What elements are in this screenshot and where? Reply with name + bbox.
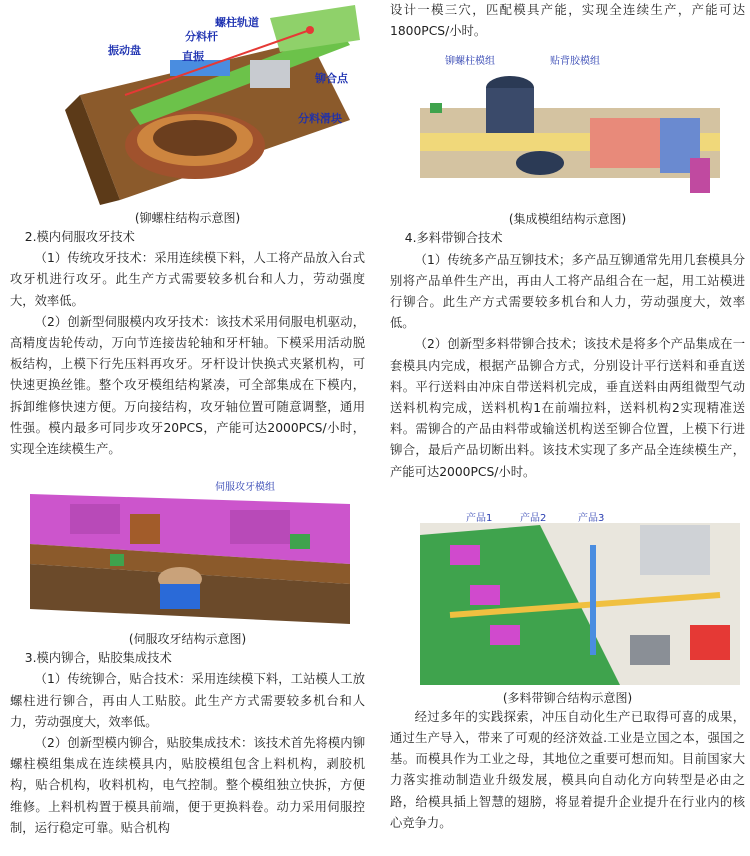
label-distribution-rod: 分料杆 xyxy=(185,30,218,43)
integrated-module-figure xyxy=(390,48,745,208)
label-product-1: 产品1 xyxy=(466,512,493,524)
section-heading: 2.模内伺服攻牙技术 xyxy=(24,230,135,244)
paragraph: 经过多年的实践探索，冲压自动化生产已取得可喜的成果，通过生产导入，带来了可观的经济效益.工业是立国之本，强国之基。而模具作为工业之母，其地位之重要可想而知。目前国家大力落实推动制造业升级发展，模具向自动化方向转型是必由之路，给模具插上智慧的翅膀，将显着提升企业提升在行业内的核心竞争力。 xyxy=(390,709,745,830)
figure-caption: (集成模组结构示意图) xyxy=(508,212,627,227)
section-heading: 3.模内铆合，贴胶集成技术 xyxy=(24,651,172,666)
paragraph: （1）传统多产品互铆技术；多产品互铆通常先用几套模具分别将产品单件生产出，再由人工将产品组合在一起，用工站模进行铆合。此生产方式需要较多机台和人力，劳动强度大，效率低。 xyxy=(390,252,745,331)
label-back-adhesive-module: 贴背胶模组 xyxy=(550,56,600,68)
label-rivet-stud-module: 铆螺柱模组 xyxy=(445,56,495,68)
servo-tapping-illustration xyxy=(10,474,365,624)
label-vibration-plate: 振动盘 xyxy=(108,44,141,57)
label-product-3: 产品3 xyxy=(578,512,605,524)
servo-tapping-figure xyxy=(10,474,365,624)
section-heading: 4.多料带铆合技术 xyxy=(404,231,503,246)
label-distribution-slider: 分料滑块 xyxy=(298,112,342,125)
figure-caption: (多料带铆合结构示意图) xyxy=(502,690,633,705)
multi-strip-figure xyxy=(390,505,745,685)
label-servo-tapping-module: 伺服攻牙模组 xyxy=(215,482,275,494)
multi-strip-illustration xyxy=(390,505,745,685)
right-column xyxy=(390,0,745,834)
paragraph: （1）传统铆合，贴合技术：采用连续模下料，工站模人工放螺柱进行铆合，再由人工贴胶。此生产方式需要较多机台和人力，劳动强度大，效率低。 xyxy=(10,672,365,729)
paragraph: （2）创新型模内铆合，贴胶集成技术：该技术首先将模内铆螺柱模组集成在连续模具内，贴胶模组包含上料机构，剥胶机构，贴合机构，收料机构，电气控制。整个模组独立快拆，方便维修。上料机构置于模具前端，便于更换料卷。动力采用伺服控制，运行稳定可靠。贴合机构 xyxy=(10,736,365,835)
figure-caption: (铆螺柱结构示意图) xyxy=(134,211,241,225)
label-stud-track: 螺柱轨道 xyxy=(215,16,259,29)
label-riveting-point: 铆合点 xyxy=(315,72,348,85)
figure-caption: (伺服攻牙结构示意图) xyxy=(128,632,247,647)
label-linear-vibration: 直振 xyxy=(182,50,204,63)
paragraph: （2）创新型伺服模内攻牙技术：该技术采用伺服电机驱动，高精度齿轮传动，万向节连接齿轮轴和牙杆轴。下模采用活动脱板结构，上模下行先压料再攻牙。牙杆设计快换式夹紧机构，可快速更换丝锥。整个攻牙模组结构紧凑，可全部集成在下模内，拆卸维修快速方便。万向接结构，攻牙轴位置可随意调整，通用性强。模内最多可同步攻牙20PCS，产能可达2000PCS/小时，实现全连续模生产。 xyxy=(10,314,365,457)
paragraph: 设计一模三穴，匹配模具产能，实现全连续生产，产能可达1800PCS/小时。 xyxy=(390,3,745,39)
rivet-stud-figure xyxy=(10,0,365,205)
label-product-2: 产品2 xyxy=(520,512,547,524)
integrated-module-illustration xyxy=(390,48,745,208)
paragraph: （1）传统攻牙技术：采用连续模下料，人工将产品放入台式攻牙机进行攻牙。此生产方式需要较多机台和人力，劳动强度大，效率低。 xyxy=(10,251,365,308)
paragraph: （2）创新型多料带铆合技术；该技术是将多个产品集成在一套模具内完成，根据产品铆合方式，分别设计平行送料和垂直送料。平行送料由冲床自带送料机完成，垂直送料由两组微型气动送料机构完成，送料机构1在前端拉料，送料机构2实现精准送料。需铆合的产品由料带或输送机构送至铆合位置，上模下行进铆合，最后产品切断出料。该技术实现了多产品全连续模生产，产能可达2000PCS/小时。 xyxy=(390,337,745,479)
left-column xyxy=(10,0,365,839)
